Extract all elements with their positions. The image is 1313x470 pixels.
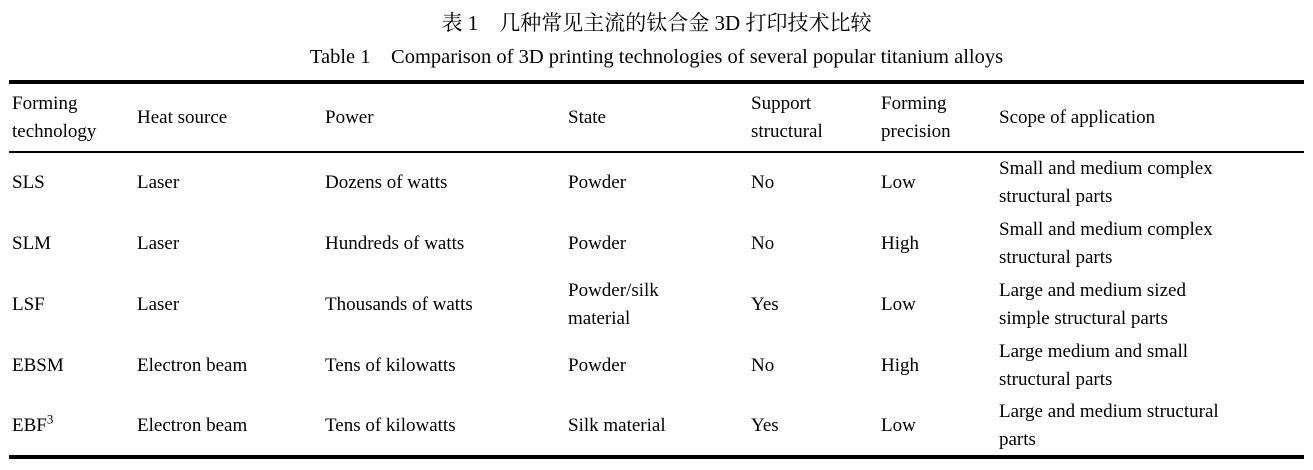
header-state: State: [568, 106, 606, 128]
table-row-slm: [9, 213, 1304, 274]
table-row-ebf3: [9, 396, 1304, 457]
header-forming-precision: Forming precision: [881, 92, 951, 142]
cell-text: Small and medium complex structural parts: [999, 158, 1213, 207]
cell-heat-source: Electron beam: [137, 354, 248, 376]
cell-state: [565, 335, 748, 396]
header-text: Scope of application: [999, 106, 1156, 128]
cell-text: Large and medium sized simple structural parts: [999, 279, 1186, 329]
cell-heat-source: Electron beam: [137, 414, 248, 436]
cell-text: Silk material: [568, 414, 666, 436]
cell-precision: High: [881, 232, 919, 254]
cell-power: Thousands of watts: [325, 293, 473, 315]
cell-heat-source: Laser: [137, 232, 180, 254]
cell-support: No: [751, 172, 775, 194]
cell-scope: [996, 335, 1304, 396]
header-heat-source: Heat source: [137, 106, 228, 128]
cell-technology: [9, 213, 134, 274]
cell-scope: [996, 213, 1304, 274]
cell-technology: [9, 152, 134, 213]
table-row-sls: [9, 152, 1304, 213]
technology-label: SLM: [12, 232, 52, 254]
header-row: [9, 82, 1304, 152]
cell-power: Hundreds of watts: [325, 232, 465, 254]
cell-power: Tens of kilowatts: [325, 414, 456, 436]
technology-superscript: 3: [46, 411, 54, 427]
cell-state: [565, 274, 748, 335]
cell-power: Tens of kilowatts: [325, 354, 456, 376]
comparison-table: [9, 80, 1304, 459]
cell-state: [565, 396, 748, 457]
table-title-chinese: 表 1 几种常见主流的钛合金 3D 打印技术比较: [441, 11, 872, 35]
cell-support: No: [751, 354, 775, 376]
cell-support: No: [751, 232, 775, 254]
header-forming-technology: Forming technology: [12, 92, 97, 142]
cell-heat-source: Laser: [137, 172, 180, 194]
cell-power: Dozens of watts: [325, 172, 448, 194]
cell-scope: [996, 396, 1304, 457]
cell-text: Powder: [568, 354, 627, 376]
table-title-english: Table 1 Comparison of 3D printing technologies of several popular titanium alloys: [309, 46, 1004, 68]
cell-text: Small and medium complex structural parts: [999, 218, 1213, 268]
technology-label: LSF: [12, 293, 45, 315]
cell-text: Large medium and small structural parts: [999, 340, 1189, 390]
cell-precision: Low: [881, 414, 916, 436]
table-row-ebsm: [9, 335, 1304, 396]
cell-scope: [996, 152, 1304, 213]
table-row-lsf: [9, 274, 1304, 335]
cell-text: Powder: [568, 172, 627, 194]
cell-support: Yes: [751, 293, 779, 315]
cell-precision: High: [881, 354, 919, 376]
cell-technology: [9, 274, 134, 335]
header-scope-of-application: [996, 82, 1304, 152]
header-power: Power: [325, 106, 374, 128]
cell-heat-source: Laser: [137, 293, 180, 315]
cell-scope: [996, 274, 1304, 335]
cell-text: Powder/silk material: [568, 279, 659, 329]
technology-label: EBSM: [12, 354, 64, 376]
cell-technology: [9, 396, 134, 457]
cell-state: [565, 152, 748, 213]
header-support-structural: Support structural: [751, 92, 823, 142]
cell-text: Large and medium structural parts: [999, 400, 1219, 450]
cell-precision: Low: [881, 172, 916, 194]
cell-text: Powder: [568, 232, 627, 254]
cell-technology: [9, 335, 134, 396]
technology-label: SLS: [12, 172, 45, 194]
cell-state: [565, 213, 748, 274]
cell-support: Yes: [751, 414, 779, 436]
technology-label: EBF: [12, 414, 47, 436]
cell-precision: Low: [881, 293, 916, 315]
